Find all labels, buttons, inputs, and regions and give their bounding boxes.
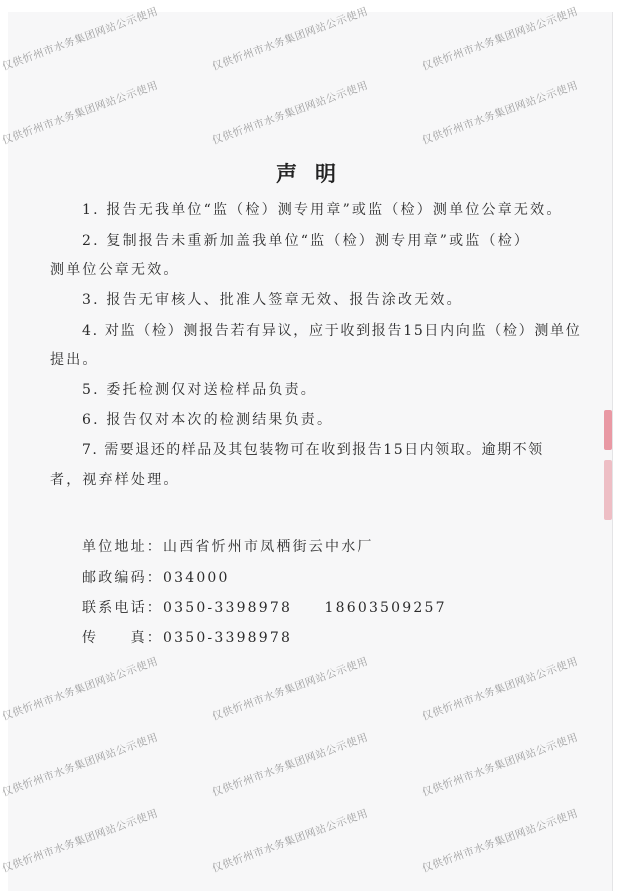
phone: 联系电话：0350-3398978 18603509257 <box>82 600 447 616</box>
watermark: 仅供忻州市水务集团网站公示使用 <box>210 79 370 148</box>
statement-item-7-cont: 者，视弃样处理。 <box>50 472 180 488</box>
statement-item-4: 4. 对监（检）测报告若有异议，应于收到报告15日内向监（检）测单位 <box>82 323 582 339</box>
watermark: 仅供忻州市水务集团网站公示使用 <box>420 731 580 800</box>
statement-item-6: 6. 报告仅对本次的检测结果负责。 <box>82 412 334 428</box>
watermark: 仅供忻州市水务集团网站公示使用 <box>420 5 580 74</box>
statement-item-2-cont: 测单位公章无效。 <box>50 262 180 278</box>
address: 单位地址：山西省忻州市凤栖街云中水厂 <box>82 539 374 555</box>
statement-item-5: 5. 委托检测仅对送检样品负责。 <box>82 382 318 398</box>
seal-edge-mark <box>604 410 612 450</box>
statement-item-4-cont: 提出。 <box>50 352 99 368</box>
watermark: 仅供忻州市水务集团网站公示使用 <box>210 655 370 724</box>
watermark: 仅供忻州市水务集团网站公示使用 <box>420 807 580 876</box>
statement-item-1: 1. 报告无我单位“监（检）测专用章”或监（检）测单位公章无效。 <box>82 202 563 218</box>
watermark: 仅供忻州市水务集团网站公示使用 <box>0 79 160 148</box>
watermark: 仅供忻州市水务集团网站公示使用 <box>0 807 160 876</box>
statement-item-7: 7. 需要退还的样品及其包装物可在收到报告15日内领取。逾期不领 <box>82 442 544 458</box>
page-title: 声明 <box>276 161 354 186</box>
statement-item-3: 3. 报告无审核人、批准人签章无效、报告涂改无效。 <box>82 292 463 308</box>
watermark: 仅供忻州市水务集团网站公示使用 <box>0 731 160 800</box>
seal-edge-mark <box>604 460 612 520</box>
watermark: 仅供忻州市水务集团网站公示使用 <box>210 5 370 74</box>
watermark: 仅供忻州市水务集团网站公示使用 <box>420 655 580 724</box>
watermark: 仅供忻州市水务集团网站公示使用 <box>420 79 580 148</box>
statement-item-2: 2. 复制报告未重新加盖我单位“监（检）测专用章”或监（检） <box>82 233 531 249</box>
postcode: 邮政编码：034000 <box>82 570 230 586</box>
watermark: 仅供忻州市水务集团网站公示使用 <box>0 655 160 724</box>
watermark: 仅供忻州市水务集团网站公示使用 <box>210 807 370 876</box>
watermark: 仅供忻州市水务集团网站公示使用 <box>0 5 160 74</box>
fax: 传 真：0350-3398978 <box>82 630 293 646</box>
watermark: 仅供忻州市水务集团网站公示使用 <box>210 731 370 800</box>
